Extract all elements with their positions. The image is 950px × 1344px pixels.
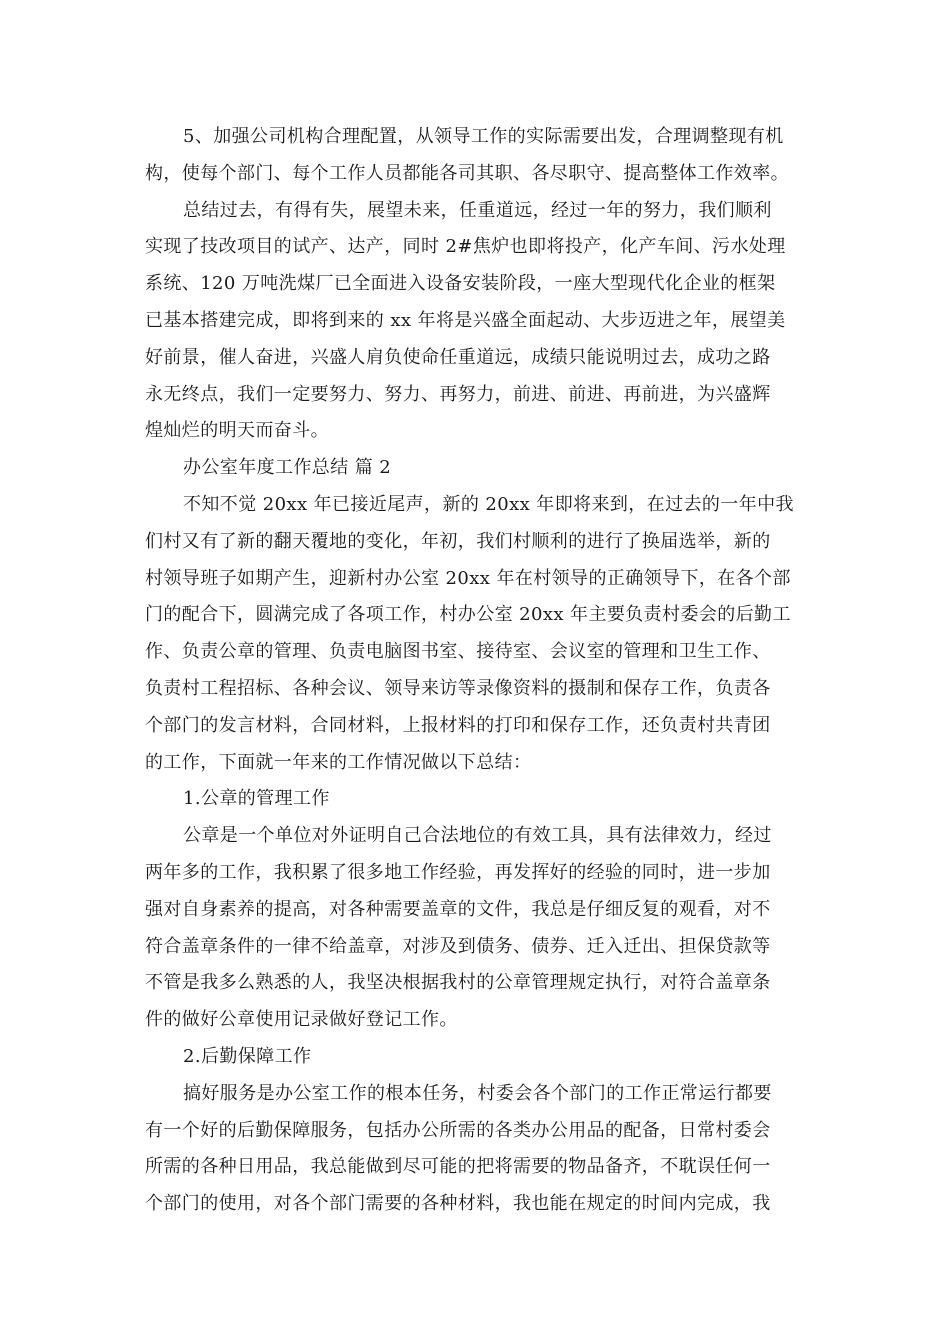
text-line: 有一个好的后勤保障服务，包括办公所需的各类办公用品的配备，日常村委会 xyxy=(145,1119,771,1141)
text-line: 符合盖章条件的一律不给盖章，对涉及到债务、债券、迁入迁出、担保贷款等 xyxy=(145,935,771,957)
text-line: 2.后勤保障工作 xyxy=(183,1046,312,1067)
text-line: 作、负责公章的管理、负责电脑图书室、接待室、会议室的管理和卫生工作、 xyxy=(145,641,771,663)
text-line: 个部门的使用，对各个部门需要的各种材料，我也能在规定的时间内完成，我 xyxy=(145,1193,771,1215)
text-line: 个部门的发言材料，合同材料，上报材料的打印和保存工作，还负责村共青团 xyxy=(145,714,771,736)
text-line: 已基本搭建完成，即将到来的 xx 年将是兴盛全面起动、大步迈进之年，展望美 xyxy=(145,310,786,331)
text-line: 1.公章的管理工作 xyxy=(183,788,330,810)
text-line: 办公室年度工作总结 篇 2 xyxy=(183,457,392,479)
text-line: 不管是我多么熟悉的人，我坚决根据我村的公章管理规定执行，对符合盖章条 xyxy=(145,972,771,994)
text-line: 负责村工程招标、各种会议、领导来访等录像资料的摄制和保存工作，负责各 xyxy=(145,678,771,699)
text-line: 实现了技改项目的试产、达产，同时 2#焦炉也即将投产，化产车间、污水处理 xyxy=(145,236,786,258)
text-line: 所需的各种日用品，我总能做到尽可能的把将需要的物品备齐，不耽误任何一 xyxy=(145,1156,771,1178)
text-line: 5、加强公司机构合理配置，从领导工作的实际需要出发，合理调整现有机 xyxy=(183,126,784,147)
text-line: 系统、120 万吨洗煤厂已全面进入设备安装阶段，一座大型现代化企业的框架 xyxy=(145,273,776,295)
text-line: 煌灿烂的明天而奋斗。 xyxy=(145,420,329,442)
text-line: 搞好服务是办公室工作的根本任务，村委会各个部门的工作正常运行都要 xyxy=(183,1082,772,1104)
text-line: 不知不觉 20xx 年已接近尾声，新的 20xx 年即将来到，在过去的一年中我 xyxy=(183,494,794,515)
text-line: 构，使每个部门、每个工作人员都能各司其职、各尽职守、提高整体工作效率。 xyxy=(145,162,789,184)
text-line: 好前景，催人奋进，兴盛人肩负使命任重道远，成绩只能说明过去，成功之路 xyxy=(145,346,771,368)
text-line: 的工作，下面就一年来的工作情况做以下总结： xyxy=(145,751,532,773)
text-line: 村领导班子如期产生，迎新村办公室 20xx 年在村领导的正确领导下，在各个部 xyxy=(145,567,791,589)
text-line: 们村又有了新的翻天覆地的变化，年初，我们村顺利的进行了换届选举，新的 xyxy=(145,530,771,552)
text-line: 件的做好公章使用记录做好登记工作。 xyxy=(145,1009,458,1031)
text-line: 总结过去，有得有失，展望未来，任重道远，经过一年的努力，我们顺利 xyxy=(183,199,772,221)
text-line: 强对自身素养的提高，对各种需要盖章的文件，我总是仔细反复的观看，对不 xyxy=(145,898,771,920)
text-line: 公章是一个单位对外证明自己合法地位的有效工具，具有法律效力，经过 xyxy=(183,825,772,847)
text-line: 门的配合下，圆满完成了各项工作，村办公室 20xx 年主要负责村委会的后勤工 xyxy=(145,604,791,626)
text-line: 永无终点，我们一定要努力、努力、再努力，前进、前进、再前进，为兴盛辉 xyxy=(145,383,771,405)
text-line: 两年多的工作，我积累了很多地工作经验，再发挥好的经验的同时，进一步加 xyxy=(145,862,771,883)
